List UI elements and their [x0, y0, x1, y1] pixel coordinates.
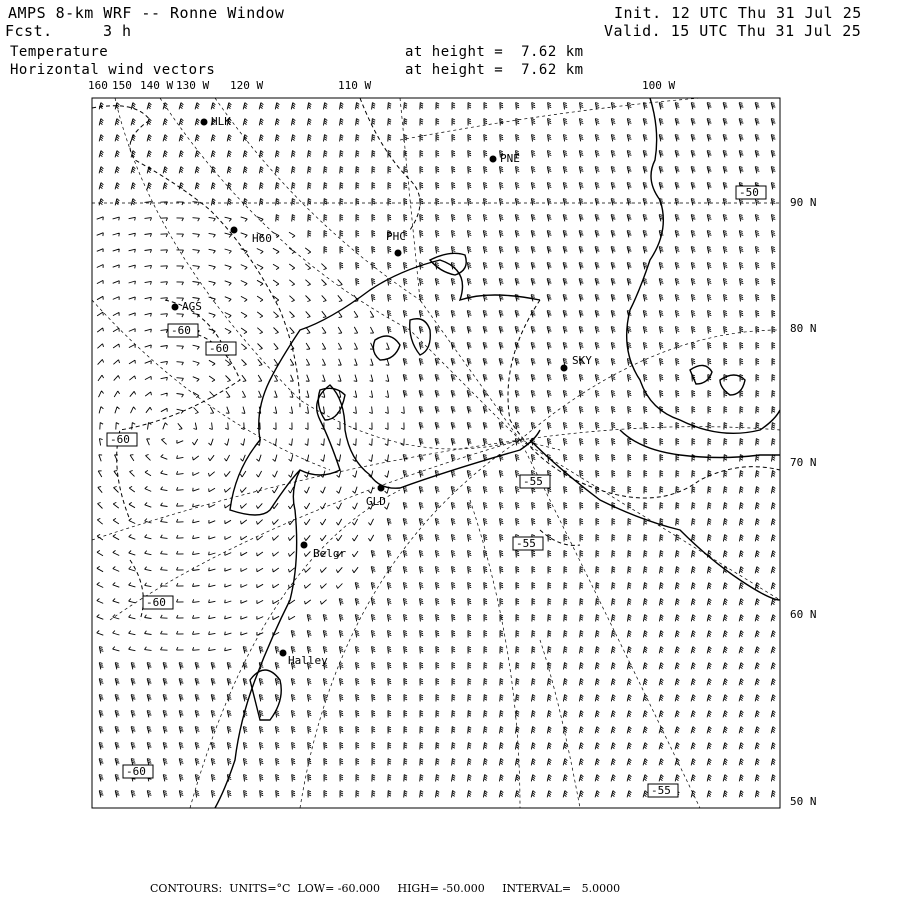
station-dot-phc — [395, 250, 402, 257]
init-time: Init. 12 UTC Thu 31 Jul 25 — [614, 4, 862, 22]
temperature-height: at height = 7.62 km — [405, 44, 584, 60]
contour-label-5: -55 — [523, 475, 543, 488]
meridian-k — [520, 440, 780, 600]
island-2 — [410, 319, 431, 355]
map-title: AMPS 8-km WRF -- Ronne Window — [8, 4, 285, 22]
station-dot-gld — [378, 485, 385, 492]
meridian-a — [400, 98, 560, 450]
lat-label-70n: 70 N — [790, 456, 817, 469]
station-dot-belgr — [301, 542, 308, 549]
contour-label-6: -55 — [516, 537, 536, 550]
lon-label-110w: 110 W — [338, 79, 372, 92]
contour-legend: CONTOURS: UNITS=°C LOW= -60.000 HIGH= -50.000 INTERVAL= 5.0000 — [150, 882, 621, 895]
station-label-h60: H60 — [252, 232, 272, 245]
contour-label-4: -60 — [110, 433, 130, 446]
weddell-coast — [215, 470, 300, 808]
lat-label-90n: 90 N — [790, 196, 817, 209]
field-wind-vectors: Horizontal wind vectors — [10, 62, 216, 78]
forecast-label: Fcst. — [5, 22, 53, 40]
meridian-g — [110, 440, 520, 620]
lat-label-50n: 50 N — [790, 795, 817, 808]
meridian-f — [92, 440, 520, 540]
station-label-pne: PNE — [500, 152, 520, 165]
coastlines — [215, 98, 780, 808]
station-label-gld: GLD — [366, 495, 386, 508]
station-dot-halley — [280, 650, 287, 657]
valid-time: Valid. 15 UTC Thu 31 Jul 25 — [604, 22, 862, 40]
contour-label-8: -60 — [126, 765, 146, 778]
field-temperature: Temperature — [10, 44, 109, 60]
wind-barb-field — [97, 103, 776, 798]
station-dot-sky — [561, 365, 568, 372]
station-label-ags: AGS — [182, 300, 202, 313]
contour-6 — [540, 530, 580, 545]
lon-label-160: 160 — [88, 79, 108, 92]
contour-label-3: -60 — [209, 342, 229, 355]
station-label-hlk: HLK — [211, 115, 231, 128]
lon-label-100w: 100 W — [642, 79, 676, 92]
station-label-halley: Halley — [288, 654, 328, 667]
station-dot-hlk — [201, 119, 208, 126]
lon-label-150: 150 — [112, 79, 132, 92]
lat-label-60n: 60 N — [790, 608, 817, 621]
meridian-o — [540, 640, 580, 808]
forecast-hour: 3 h — [103, 22, 132, 40]
lon-label-120w: 120 W — [230, 79, 264, 92]
contour-label-9: -55 — [651, 784, 671, 797]
station-dot-h60 — [231, 227, 238, 234]
contour-7 — [130, 560, 143, 620]
wind-barbs — [97, 103, 776, 798]
lon-label-130w: 130 W — [176, 79, 210, 92]
station-dot-pne — [490, 156, 497, 163]
contour-1 — [92, 106, 300, 410]
station-dot-ags — [172, 304, 179, 311]
wind-height: at height = 7.62 km — [405, 62, 584, 78]
station-label-phc: PHC — [386, 230, 406, 243]
station-label-sky: SKY — [572, 354, 592, 367]
island-1 — [373, 336, 400, 360]
station-label-belgr: Belgr — [313, 547, 347, 560]
contour-2 — [117, 330, 240, 520]
contour-label-1: -50 — [739, 186, 759, 199]
meridian-j — [520, 440, 700, 808]
contour-label-2: -60 — [171, 324, 191, 337]
contour-label-7: -60 — [146, 596, 166, 609]
meridian-i — [300, 440, 520, 808]
contour-4 — [360, 98, 420, 230]
lat-label-80n: 80 N — [790, 322, 817, 335]
lon-label-140w: 140 W — [140, 79, 174, 92]
